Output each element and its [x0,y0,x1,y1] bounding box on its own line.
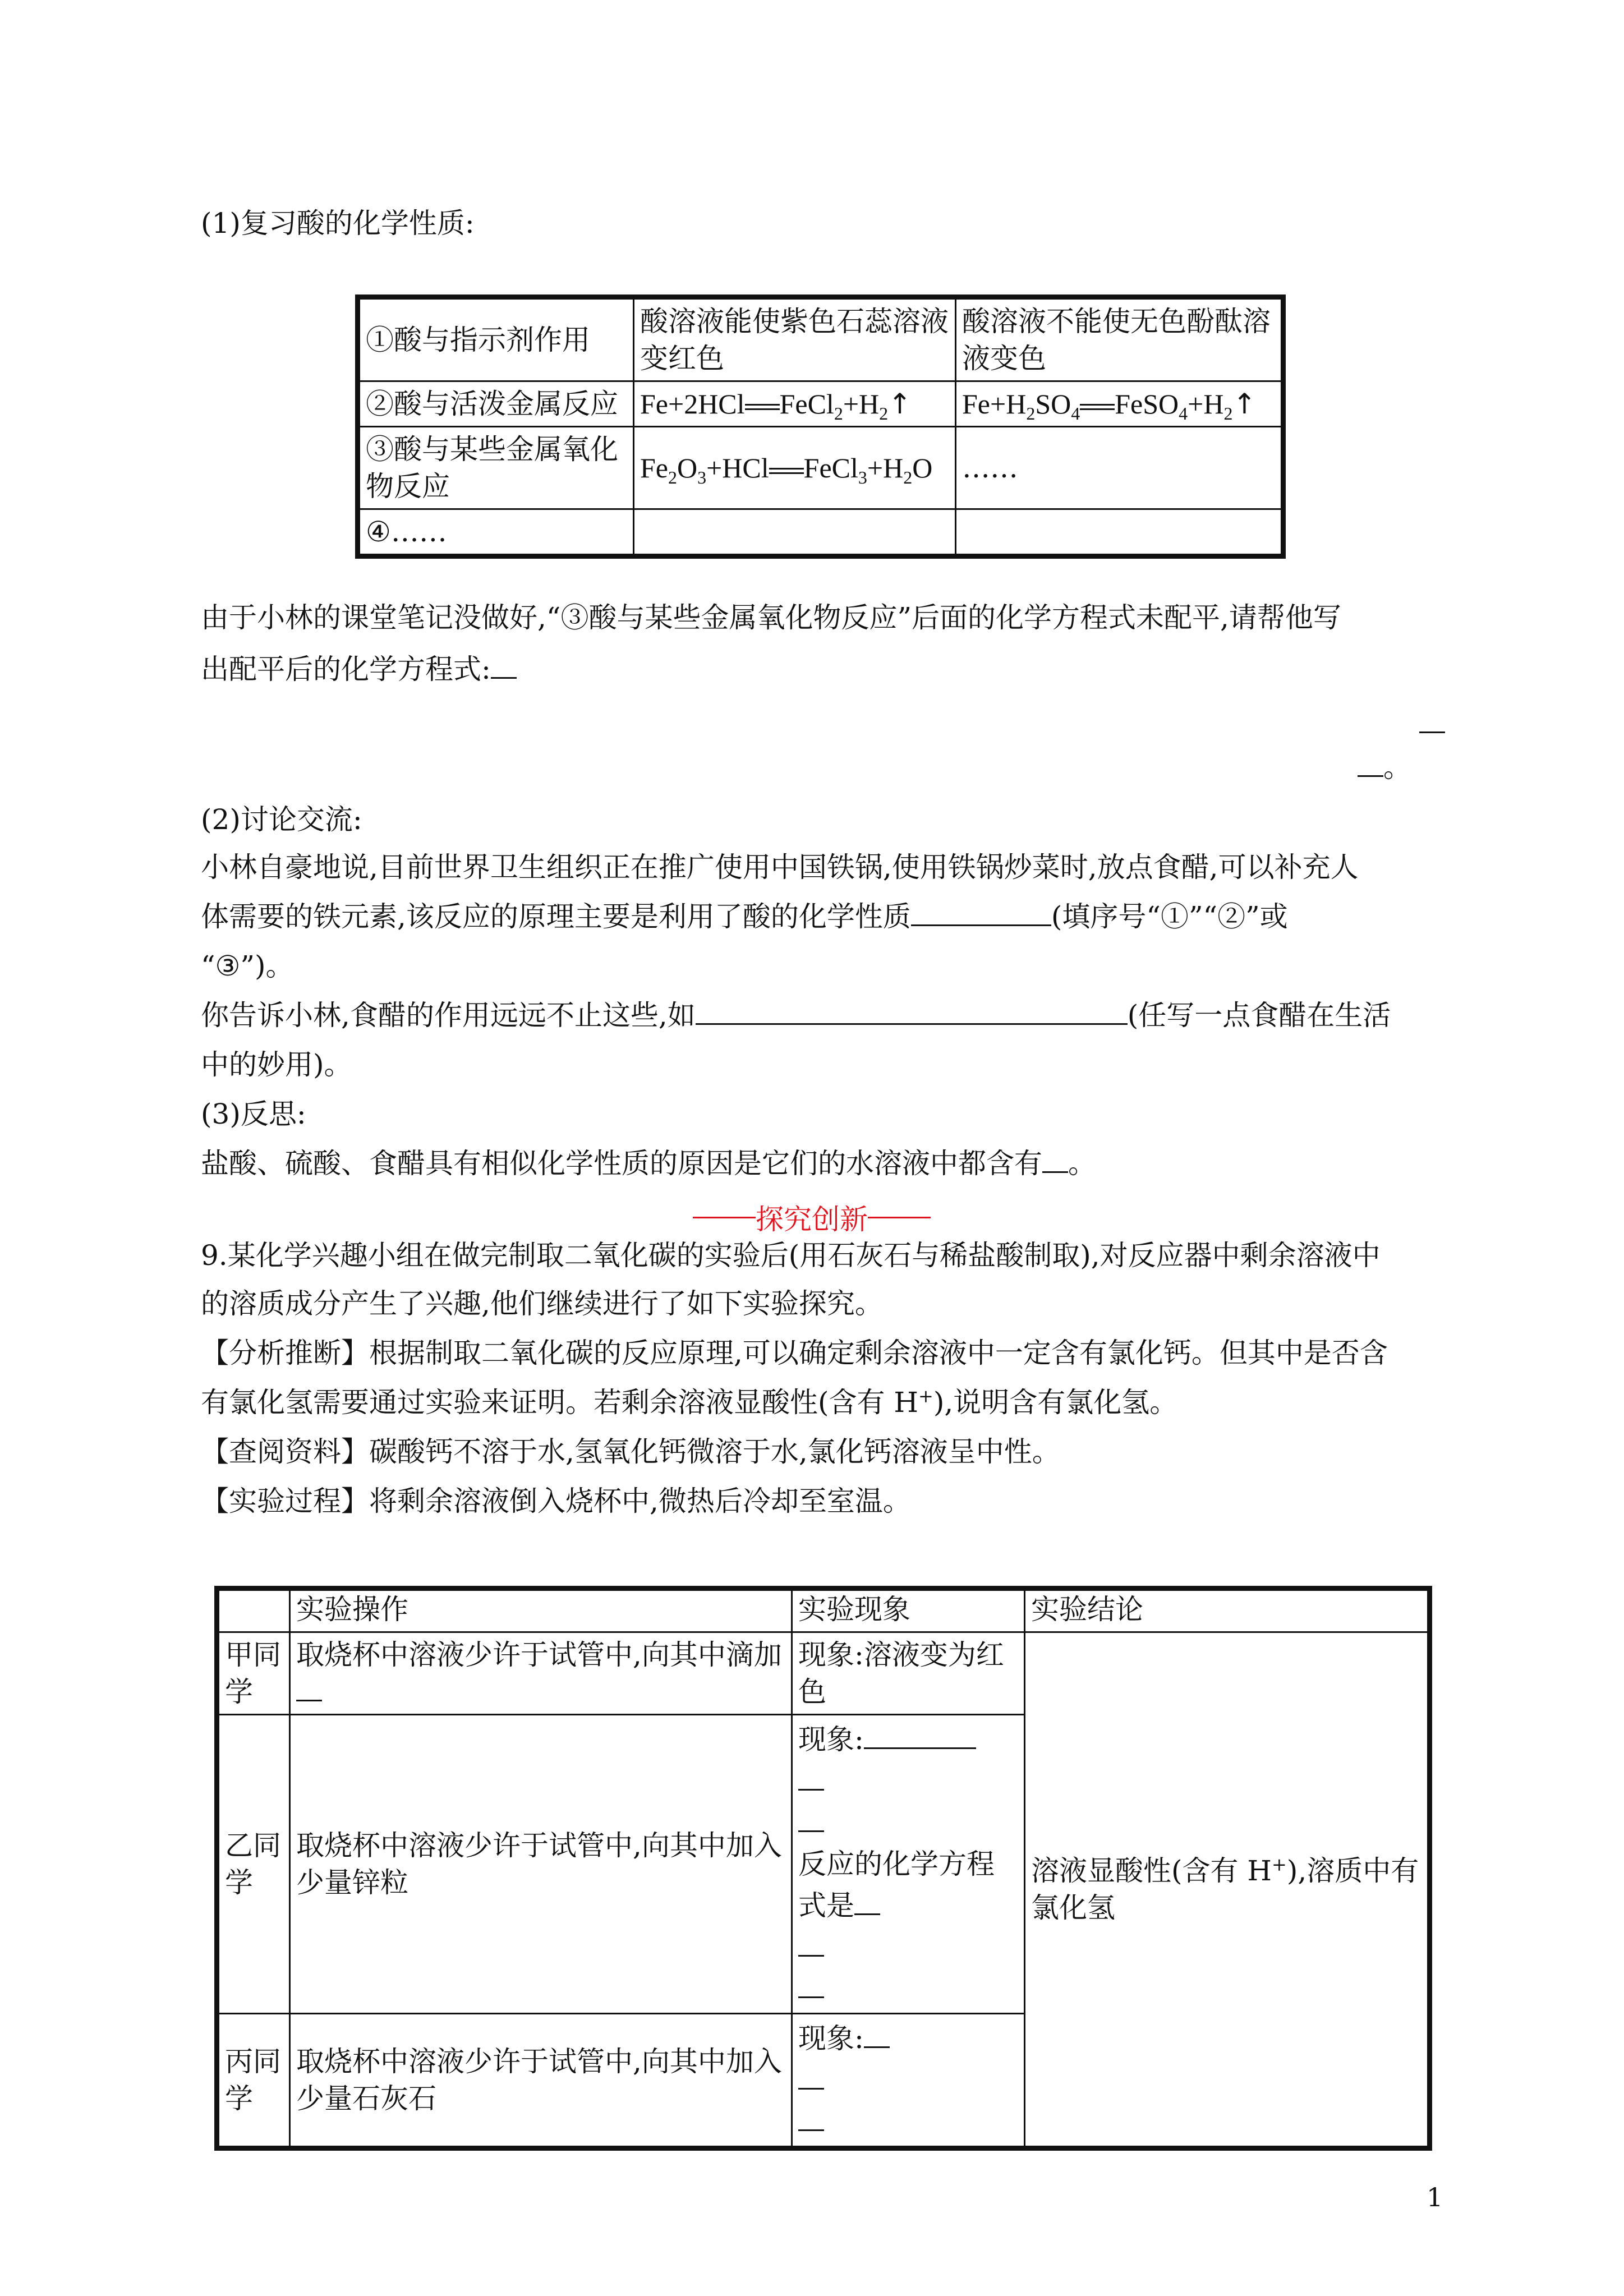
cell-r1c1: ①酸与指示剂作用 [358,297,634,381]
row-yi-phenomenon-label: 现象: [798,1719,1018,1760]
q9-line2: 的溶质成分产生了兴趣,他们继续进行了如下实验探究。 [201,1287,883,1320]
answer-blank[interactable] [1358,751,1383,777]
part2-line1: 小林自豪地说,目前世界卫生组织正在推广使用中国铁锅,使用铁锅炒菜时,放点食醋,可以补充人 [201,851,1359,884]
answer-blank[interactable] [911,900,1051,926]
answer-blank[interactable] [491,652,517,679]
section-title: 探究创新 [756,1203,868,1236]
answer-blank[interactable] [1419,731,1445,733]
answer-blank[interactable] [864,2022,890,2048]
cell-r4c1: ④…… [358,509,634,556]
conclusion-cell: 溶液显酸性(含有 H+),溶质中有氯化氢 [1025,1632,1430,2148]
divider-line-left [693,1217,756,1218]
header-operation: 实验操作 [290,1589,792,1632]
cell-r3c3: …… [956,427,1283,509]
part2-line3: “③”)。 [201,950,294,982]
q9-line1: 9.某化学兴趣小组在做完制取二氧化碳的实验后(用石灰石与稀盐酸制取),对反应器中剩余溶液中 [201,1239,1381,1272]
q9-line5: 【查阅资料】碳酸钙不溶于水,氢氧化钙微溶于水,氯化钙溶液呈中性。 [201,1435,1060,1468]
cell-r2c3: $Fe+H_2SO_4$ $FeSO_4+H_2↑$ [956,381,1283,427]
header-phenomenon: 实验现象 [792,1589,1025,1632]
answer-blank[interactable] [798,1802,1018,1843]
row-bing-phenomenon [792,2014,1025,2148]
cell-r4c3 [956,509,1283,556]
answer-blank[interactable] [854,1889,880,1915]
answer-blank[interactable] [798,1760,1018,1802]
q9-line3: 【分析推断】根据制取二氧化碳的反应原理,可以确定剩余溶液中一定含有氯化钙。但其中是否含 [201,1337,1388,1369]
row-jia-operation: 取烧杯中溶液少许于试管中,向其中滴加 [290,1632,792,1715]
answer-blank[interactable] [798,1926,1018,1968]
header-conclusion: 实验结论 [1025,1589,1430,1632]
row-jia-label: 甲同学 [217,1632,290,1715]
part2-line4: 你告诉小林,食醋的作用远远不止这些,如 (任写一点食醋在生活 [201,999,1391,1032]
experiment-table [214,1586,1432,2151]
answer-blank[interactable] [696,999,1128,1025]
answer-blank[interactable] [798,2101,1018,2142]
cell-r1c3: 酸溶液不能使无色酚酞溶液变色 [956,297,1283,381]
row-bing-phenomenon-label: 现象: [798,2018,1018,2059]
row-bing-label: 丙同学 [217,2014,290,2148]
part3-heading: (3)反思: [201,1098,306,1130]
answer-blank[interactable] [798,2059,1018,2101]
page-number: 1 [1427,2182,1443,2212]
part2-line2: 体需要的铁元素,该反应的原理主要是利用了酸的化学性质 (填序号“①”“②”或 [201,900,1288,933]
para1-line2: 出配平后的化学方程式: [201,643,1435,695]
answer-blank[interactable] [864,1723,976,1749]
cell-r1c2: 酸溶液能使紫色石蕊溶液变红色 [634,297,956,381]
q9-line6: 【实验过程】将剩余溶液倒入烧杯中,微热后冷却至室温。 [201,1485,911,1517]
cell-r4c2 [634,509,956,556]
part2-heading: (2)讨论交流: [201,803,362,836]
cell-r3c1: ③酸与某些金属氧化物反应 [358,427,634,509]
answer-blank[interactable] [296,1675,322,1701]
acid-properties-table [355,295,1286,559]
para1-end: 。 [1358,742,1470,793]
part2-line5: 中的妙用)。 [201,1048,352,1081]
cell-r2c1: ②酸与活泼金属反应 [358,381,634,427]
part3-line1: 盐酸、硫酸、食醋具有相似化学性质的原因是它们的水溶液中都含有 。 [201,1147,1096,1180]
row-yi-phenomenon [792,1715,1025,2014]
cell-r2c2: Fe+2HCl $FeCl_2+H_2↑$ [634,381,956,427]
cell-r3c2: $Fe_2O_3+HCl$ $FeCl_3+H_2O$ [634,427,956,509]
row-bing-operation: 取烧杯中溶液少许于试管中,向其中加入少量石灰石 [290,2014,792,2148]
row-yi-operation: 取烧杯中溶液少许于试管中,向其中加入少量锌粒 [290,1715,792,2014]
para1-line1: 由于小林的课堂笔记没做好,“③酸与某些金属氧化物反应”后面的化学方程式未配平,请帮他写 [201,601,1341,634]
header-empty [217,1589,290,1632]
section-divider [693,1200,931,1234]
answer-blank[interactable] [1042,1147,1068,1173]
row-jia-phenomenon: 现象:溶液变为红色 [792,1632,1025,1715]
part1-heading: (1)复习酸的化学性质: [201,207,475,240]
q9-line4: 有氯化氢需要通过实验来证明。若剩余溶液显酸性(含有 H+),说明含有氯化氢。 [201,1385,1178,1419]
divider-line-right [868,1217,931,1218]
row-yi-equation-label: 反应的化学方程式是 [798,1848,995,1922]
answer-blank[interactable] [798,1968,1018,2009]
row-yi-label: 乙同学 [217,1715,290,2014]
